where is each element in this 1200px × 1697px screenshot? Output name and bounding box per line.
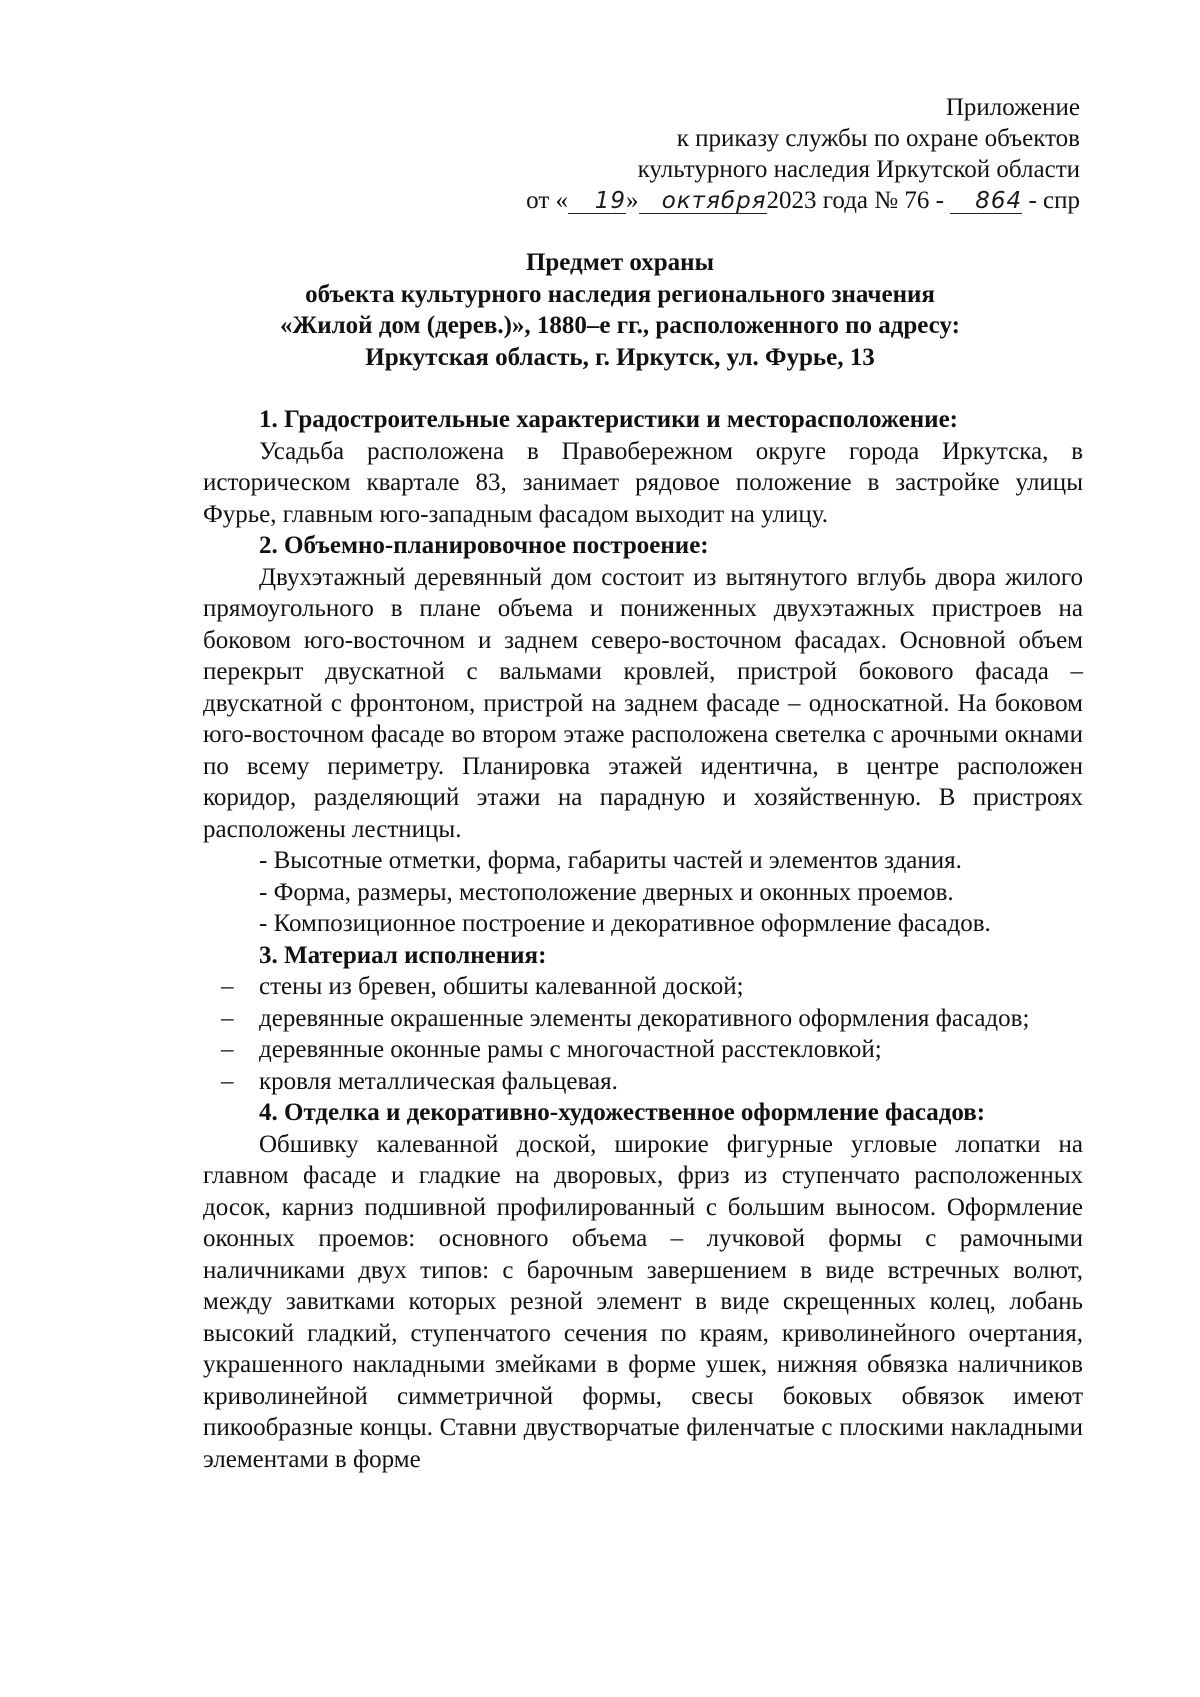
section-2-item: - Высотные отметки, форма, габариты частей и элементов здания. — [259, 847, 962, 874]
agency-line: культурного наследия Иркутской области — [637, 156, 1080, 183]
handwritten-day: 19 — [594, 188, 627, 214]
dash-marker: – — [221, 1036, 234, 1063]
order-suffix: - спр — [1028, 187, 1080, 214]
dash-marker: – — [221, 1004, 234, 1032]
dash-marker: – — [221, 973, 234, 1000]
day-blank — [568, 189, 626, 214]
section-2-item: - Форма, размеры, местоположение дверных и оконных проемов. — [259, 878, 954, 906]
materials-list — [203, 971, 1083, 1097]
title-line-2: объекта культурного наследия регионального значения — [305, 280, 935, 308]
document-body — [203, 404, 1083, 1475]
document-title — [200, 247, 1040, 373]
appendix-header — [260, 92, 1080, 216]
materials-list-item — [203, 1034, 1083, 1066]
dash-marker: – — [221, 1067, 234, 1095]
order-date-line — [260, 185, 1080, 216]
number-blank — [950, 189, 1022, 214]
appendix-label: Приложение — [945, 94, 1080, 121]
section-2-heading: 2. Объемно-планировочное построение: — [259, 532, 709, 559]
materials-item-text: кровля металлическая фальцевая. — [259, 1067, 618, 1095]
section-4-text: Обшивку калеванной доской, широкие фигурные угловые лопатки на главном фасаде и гладкие на дворовых, фриз из ступенчато расположенных досок, карниз подшивной профилированный с большим выносом. Оформление оконных проемов: основного объема – лучковой формы с рамочными наличниками двух типов: с барочным завершением в виде встречных волют, между завитками которых резной элемент в виде скрещенных колец, лобань высокий гладкий, ступенчатого сечения по краям, криволинейного очертания, украшенного накладными змейками в форме ушек, нижняя обвязка наличников криволинейной симметричной формы, свесы боковых обвязок имеют пикообразные концы. Ставни двустворчатые филенчатые с плоскими накладными элементами в форме — [203, 1130, 1083, 1473]
section-2-item: - Композиционное построение и декоративное оформление фасадов. — [259, 910, 991, 937]
materials-list-item — [203, 1066, 1083, 1098]
handwritten-order-number: 864 — [975, 188, 1023, 214]
materials-list-item — [203, 971, 1083, 1003]
day-close: » — [626, 187, 639, 214]
title-line-1: Предмет охраны — [525, 249, 715, 276]
handwritten-month: октября — [661, 188, 767, 214]
order-reference-line: к приказу службы по охране объектов — [676, 125, 1080, 152]
materials-item-text: деревянные окрашенные элементы декоративного оформления фасадов; — [259, 1004, 1030, 1032]
materials-item-text: стены из бревен, обшиты калеванной доской; — [259, 973, 744, 1000]
title-line-3: «Жилой дом (дерев.)», 1880–е гг., расположенного по адресу: — [280, 312, 960, 339]
section-1-text: Усадьба расположена в Правобережном округе города Иркутска, в историческом квартале 83, занимает рядовое положение в застройке улицы Фурье, главным юго-западным фасадом выходит на улицу. — [203, 437, 1083, 528]
materials-list-item — [203, 1003, 1083, 1035]
section-4-heading: 4. Отделка и декоративно-художественное оформление фасадов: — [259, 1099, 986, 1126]
date-prefix: от « — [526, 187, 569, 214]
section-1-heading: 1. Градостроительные характеристики и месторасположение: — [259, 406, 958, 433]
section-2-text: Двухэтажный деревянный дом состоит из вытянутого вглубь двора жилого прямоугольного в плане объема и пониженных двухэтажных пристроев на боковом юго-восточном и заднем северо-восточном фасадах. Основной объем перекрыт двускатной с вальмами кровлей, пристрой бокового фасада – двускатной с фронтоном, пристрой на заднем фасаде – односкатной. На боковом юго-восточном фасаде во втором этаже расположена светелка с арочными окнами по всему периметру. Планировка этажей идентична, в центре расположен коридор, разделяющий этажи на парадную и хозяйственную. В пристроях расположены лестницы. — [203, 563, 1083, 843]
title-line-4: Иркутская область, г. Иркутск, ул. Фурье, 13 — [365, 343, 875, 371]
materials-item-text: деревянные оконные рамы с многочастной расстекловкой; — [259, 1036, 882, 1063]
year-and-number: 2023 года № 76 - — [766, 187, 944, 214]
month-blank — [639, 189, 767, 214]
section-3-heading: 3. Материал исполнения: — [259, 941, 547, 969]
